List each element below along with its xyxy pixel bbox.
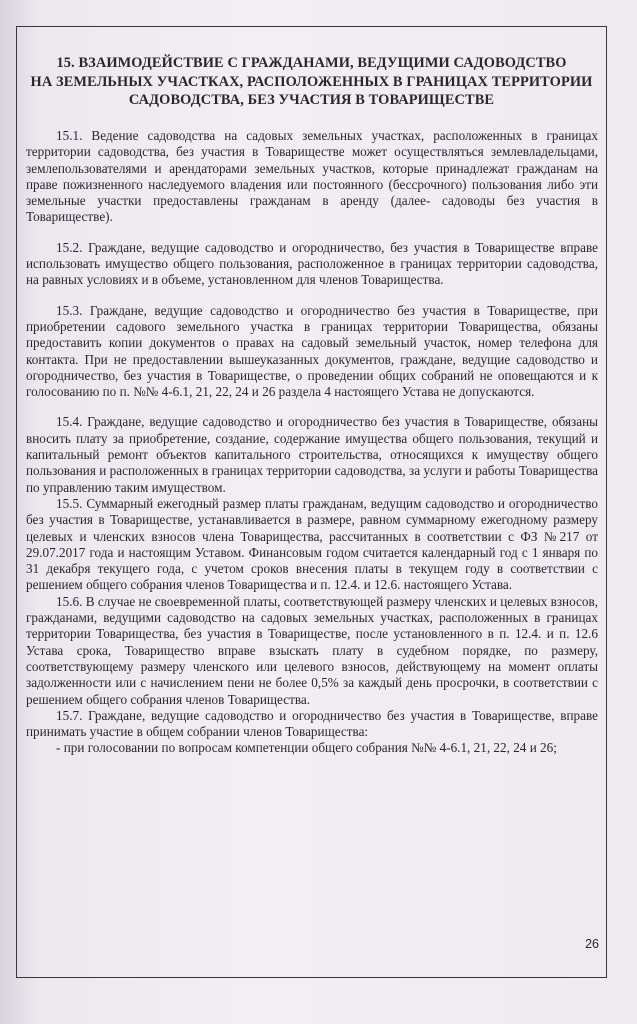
paragraph-15-3: 15.3. Граждане, ведущие садоводство и огородничество без участия в Товариществе, при приобретении садового земельного участка в границах территории Товарищества, обязаны предоставить копии документов о правах на садовый земельный участок, номер телефона для контакта. При не предоставлении вышеуказанных документов, граждане, ведущие садоводство и огородничество, без участия в Товариществе, о проведении общих собраний не оповещаются и к голосованию по п. №№ 4-6.1, 21, 22, 24 и 26 раздела 4 настоящего Устава не допускаются. — [26, 302, 598, 400]
heading-line-3: САДОВОДСТВА, БЕЗ УЧАСТИЯ В ТОВАРИЩЕСТВЕ — [128, 92, 495, 108]
paragraph-15-7-item: - при голосовании по вопросам компетенции общего собрания №№ 4-6.1, 21, 22, 24 и 26; — [56, 740, 557, 756]
paragraph-15-6: 15.6. В случае не своевременной платы, соответствующей размеру членских и целевых взносов, гражданами, ведущими садоводство на садовых земельных участках, расположенных в границах территории Товарищества, без участия в Товариществе, после установленного в п. 12.4. и п. 12.6 Устава срока, Товарищество вправе взыскать плату в судебном порядке, по размеру, соответствующему размеру членского или целевого взносов, действующему на момент оплаты задолженности или с начислением пени не более 0,5% за каждый день просрочки, в соответствии с решением общего собрания членов Товарищества. — [26, 593, 598, 707]
paragraph-15-5: 15.5. Суммарный ежегодный размер платы гражданам, ведущим садоводство и огородничество без участия в Товариществе, устанавливается в размере, равном суммарному ежегодному размеру целевых и членских взносов члена Товарищества, рассчитанных в соответствии с ФЗ №217 от 29.07.2017 года и настоящим Уставом. Финансовым годом считается календарный год с 1 января по 31 декабря текущего года, с учетом сроков внесения платы в текущем году в соответствии с решением общего собрания членов Товарищества и п. 12.4. и 12.6. настоящего Устава. — [26, 495, 598, 593]
heading-line-1: 15. ВЗАИМОДЕЙСТВИЕ С ГРАЖДАНАМИ, ВЕДУЩИМИ САДОВОДСТВО — [56, 55, 567, 71]
paragraph-15-2: 15.2. Граждане, ведущие садоводство и огородничество, без участия в Товариществе вправе использовать имущество общего пользования, расположенное в границах территории садоводства, на равных условиях и в объеме, установленном для членов Товарищества. — [26, 239, 598, 288]
section-heading — [24, 54, 599, 110]
paragraph-15-7: 15.7. Граждане, ведущие садоводство и огородничество без участия в Товариществе, вправе принимать участие в общем собрании членов Товарищества: — [26, 707, 598, 740]
heading-line-2: НА ЗЕМЕЛЬНЫХ УЧАСТКАХ, РАСПОЛОЖЕННЫХ В ГРАНИЦАХ ТЕРРИТОРИИ — [30, 73, 593, 90]
paragraph-15-4: 15.4. Граждане, ведущие садоводство и огородничество без участия в Товариществе, обязаны вносить плату за приобретение, создание, содержание имущества общего пользования, текущий и капитальный ремонт объектов капитального строительства, относящихся к имуществу общего пользования и расположенных в границах территории садоводства, за услуги и работы Товарищества по управлению таким имуществом. — [26, 414, 598, 495]
section-body — [26, 128, 598, 757]
paragraph-15-1: 15.1. Ведение садоводства на садовых земельных участках, расположенных в границах территории садоводства, без участия в Товариществе может осуществляться землевладельцами, землепользователями и арендаторами земельных участков, которые принадлежат гражданам на праве пожизненного наследуемого владения или постоянного (бессрочного) пользования либо эти земельные участки предоставлены гражданам в аренду (далее- садоводы без участия в Товариществе). — [26, 128, 598, 225]
page-number: 26 — [585, 937, 599, 951]
